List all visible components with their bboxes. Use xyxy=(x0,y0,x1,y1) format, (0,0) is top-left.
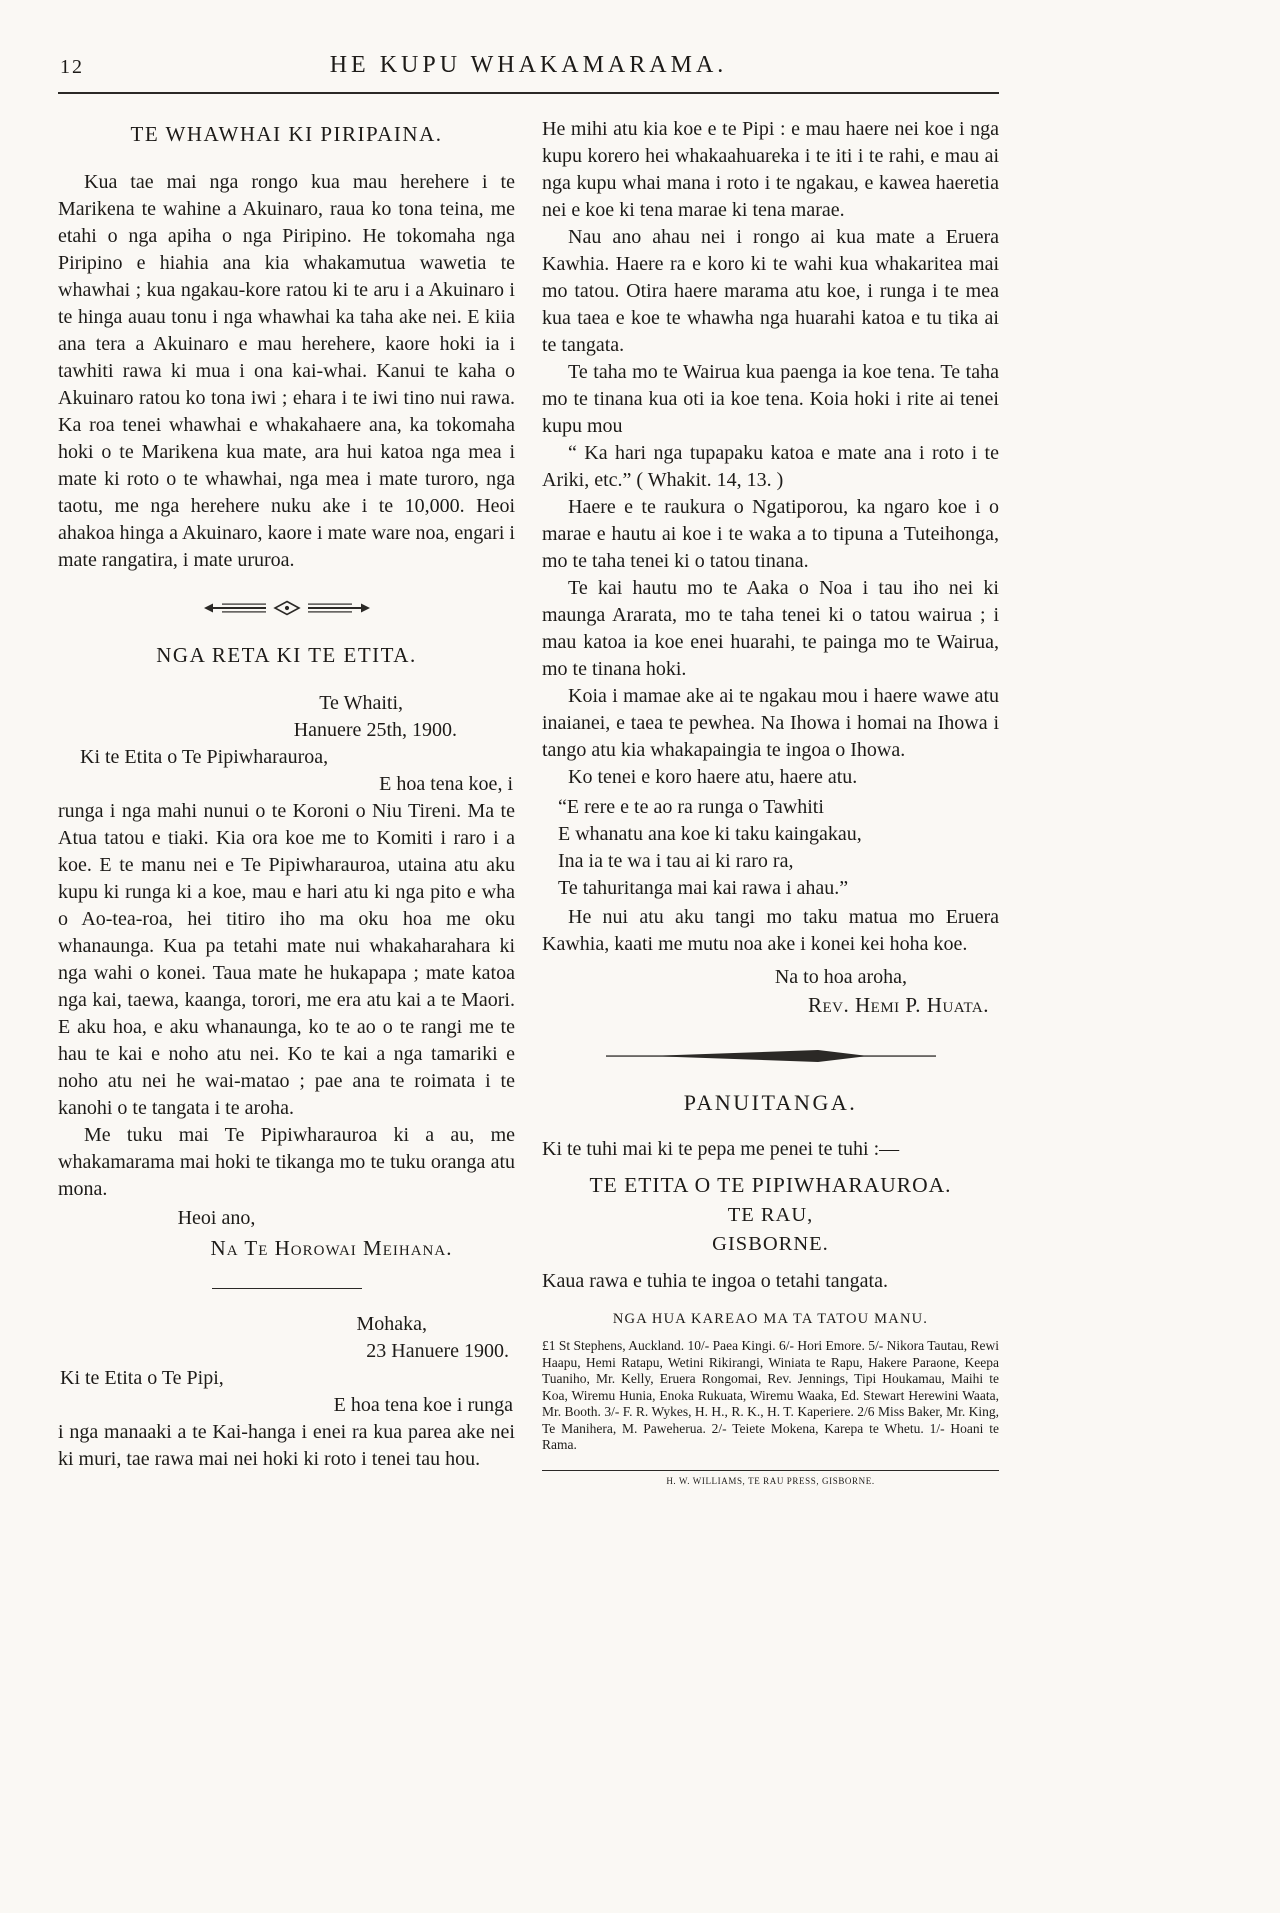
printer-imprint: H. W. WILLIAMS, TE RAU PRESS, GISBORNE. xyxy=(666,1475,875,1486)
page-content xyxy=(58,52,999,1486)
two-column-layout xyxy=(58,116,999,1486)
letter-signature: Rev. Hemi P. Huata. xyxy=(808,993,989,1017)
article-heading-whawhai: TE WHAWHAI KI PIRIPAINA. xyxy=(130,122,443,146)
panuitanga-address-line: TE RAU, xyxy=(727,1204,814,1226)
letter-te-whaiti xyxy=(58,690,515,1262)
subscriptions-list: £1 St Stephens, Auckland. 10/- Paea Kingi. 6/- Hori Emore. 5/- Nikora Tautau, Rewi Haapu, Hemi Ratapu, Wetini Rikirangi, Winiata te Rapu, Hakere Paraone, Keepa Tuaniho, Mr. Kelly, Eruera Rongomai, Rev. Jennings, Tipi Houkamau, Maihi te Koa, Wiremu Hunia, Enoka Rukuata, Wiremu Waaka, Ed. Stewart Herewini Waata, Mr. Booth. 3/- F. R. Wykes, H. H., R. K., H. T. Kaperiere. 2/6 Miss Baker, Mr. King, Te Manihera, M. Paweherua. 2/- Teiete Mokena, Karepa te Whetu. 1/- Hoani te Rama. xyxy=(542,1338,999,1452)
letter-body-2: Me tuku mai Te Pipiwharauroa ki a au, me whakamarama mai hoki te tikanga mo te tuku oranga atu mona. xyxy=(58,1124,515,1200)
paragraph: Te taha mo te Wairua kua paenga ia koe tena. Te taha mo te tinana kua oti ia koe tena. Koia hoki i rite ai tenei kupu mou xyxy=(542,361,999,437)
page-header xyxy=(58,52,999,86)
letter-closing: Na to hoa aroha, xyxy=(774,966,907,988)
page-number: 12 xyxy=(60,56,84,78)
panuitanga-address-line: TE ETITA O TE PIPIWHARAUROA. xyxy=(589,1173,952,1197)
letter-place: Te Whaiti, xyxy=(319,692,403,714)
letters-heading: NGA RETA KI TE ETITA. xyxy=(156,643,417,667)
tapered-rule-icon xyxy=(542,1049,999,1068)
panuitanga-address-line: GISBORNE. xyxy=(712,1233,829,1255)
panuitanga-heading: PANUITANGA. xyxy=(683,1090,858,1115)
letter-place: Mohaka, xyxy=(356,1313,427,1335)
page-title: HE KUPU WHAKAMARAMA. xyxy=(329,52,728,78)
letter-body: i nga manaaki a te Kai-hanga i enei ra kua parea ake nei ki muri, tae rawa mai nei hoki ki roto i tenei tau hou. xyxy=(58,1421,515,1470)
paragraph: He nui atu aku tangi mo taku matua mo Eruera Kawhia, kaati me mutu noa ake i konei kei hoha koe. xyxy=(542,906,999,955)
footer-rule xyxy=(542,1470,999,1471)
article-paragraph: Kua tae mai nga rongo kua mau herehere i te Marikena te wahine a Akuinaro, raua ko tona teina, me etahi o nga apiha o nga Piripino. He tokomaha nga Piripino e hiahia ana kia whakamutua wawetia te whawhai ; kua ngakau-kore ratou ki te aru i a Akuinaro i te hinga auau tonu i nga whawhai ka taha ake nei. E kiia ana tera a Akuinaro e mau herehere, kaore hoki ia i tawhiti rawa ki mua i ona kai-whai. Kanui te kaha o Akuinaro ratou ko tona iwi ; ehara i te iwi tino nui rawa. Ka roa tenei whawhai e whakahaere ana, ka tokomaha hoki o te Marikena kua mate, ara hui katoa nga mea i mate ki roto o te whawhai, nga mea i mate turoro, nga taotu, me nga herehere nuku ake i te 10,000. Heoi ahakoa hinga a Akuinaro, kaore i mate ware noa, engari i mate rangatira, i mate ururoa. xyxy=(58,171,515,571)
paragraph: He mihi atu kia koe e te Pipi : e mau haere nei koe i nga kupu korero hei whakaahuareka i te iti i te rahi, e mau ai nga kupu whai mana i roto i te ngakau, e kawea haeretia nei e koe ki tena marae ki tena marae. xyxy=(542,118,999,221)
verse-line: “E rere e te ao ra runga o Tawhiti xyxy=(558,796,824,818)
verse-line: Te tahuritanga mai kai rawa i ahau.” xyxy=(558,877,849,899)
subscriptions-heading: NGA HUA KAREAO MA TA TATOU MANU. xyxy=(612,1311,929,1327)
left-column xyxy=(58,116,515,1486)
scripture-quote: “ Ka hari nga tupapaku katoa e mate ana i roto i te Ariki, etc.” ( Whakit. 14, 13. ) xyxy=(542,442,999,491)
paragraph: Ko tenei e koro haere atu, haere atu. xyxy=(568,766,858,788)
panuitanga-note: Kaua rawa e tuhia te ingoa o tetahi tangata. xyxy=(542,1270,888,1292)
letter-signature: Na Te Horowai Meihana. xyxy=(210,1236,453,1260)
letter-salutation: Ki te Etita o Te Pipi, xyxy=(60,1367,224,1389)
letter-salutation: Ki te Etita o Te Pipiwharauroa, xyxy=(80,746,329,768)
paragraph: Haere e te raukura o Ngatiporou, ka ngaro koe i o marae e hautu ai koe i te waka a to tipuna a Tuteihonga, mo te taha tenei ki o tatou tinana. xyxy=(542,496,999,572)
letter-closing: Heoi ano, xyxy=(177,1207,256,1229)
letter-mohaka xyxy=(58,1311,515,1473)
section-rule xyxy=(212,1288,362,1289)
paragraph: Nau ano ahau nei i rongo ai kua mate a Eruera Kawhia. Haere ra e koro ki te wahi kua whakaritea mai mo tatou. Otira haere marama atu koe, i runga i te mea kua taea e koe te whawha nga huarahi katoa e tu tika ai te tangata. xyxy=(542,226,999,356)
paragraph: Te kai hautu mo te Aaka o Noa i tau iho nei ki maunga Ararata, mo te taha tenei ki o tatou wairua ; i mau katoa ia koe enei huarahi, te painga mo te Wairua, mo te tinana hoki. xyxy=(542,577,999,680)
waiata-verse xyxy=(542,794,999,902)
right-column xyxy=(542,116,999,1486)
header-rule xyxy=(58,92,999,94)
ornament-divider-icon xyxy=(58,600,515,621)
letter-date: Hanuere 25th, 1900. xyxy=(293,719,457,741)
page-number-tick xyxy=(66,92,84,94)
letter-opening: E hoa tena koe, i xyxy=(379,773,513,795)
letter-opening: E hoa tena koe i runga xyxy=(333,1394,513,1416)
verse-line: E whanatu ana koe ki taku kaingakau, xyxy=(558,823,862,845)
letter-date: 23 Hanuere 1900. xyxy=(366,1340,509,1362)
paragraph: Koia i mamae ake ai te ngakau mou i haere wawe atu inaianei, e taea te pewhea. Na Ihowa i homai na Ihowa i tango atu kia whakapaingia te ingoa o Ihowa. xyxy=(542,685,999,761)
panuitanga-intro: Ki te tuhi mai ki te pepa me penei te tuhi :— xyxy=(542,1138,900,1160)
letter-body: runga i nga mahi nunui o te Koroni o Niu Tireni. Ma te Atua tatou e tiaki. Kia ora koe me to Komiti i raro i a koe. E te manu nei e Te Pipiwharauroa, utaina atu aku kupu ki runga ki a koe, mau e hari atu ki nga pito e wha o Ao-tea-roa, hei titiro iho ma oku hoa me oku whanaunga. Kua pa tetahi mate nui whakaharahara ki nga wahi o konei. Taua mate he hukapapa ; mate katoa nga kai, taewa, kaanga, torori, me era atu kai a te Maori. E aku hoa, e aku whanaunga, ko te ao o te rangi me te hau te kai e noho atu nei. Ko te kai a nga tamariki e noho atu nei he wai-matao ; pae ana te roimata i te kanohi o te tangata i te aroha. xyxy=(58,800,515,1119)
verse-line: Ina ia te wa i tau ai ki raro ra, xyxy=(558,850,794,872)
